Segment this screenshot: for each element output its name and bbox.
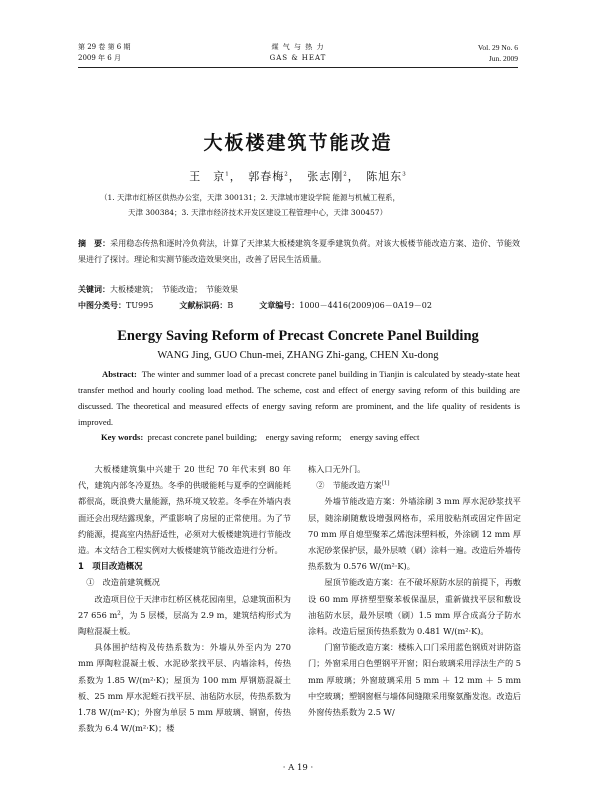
body-paragraph: 栋入口无外门。 (308, 464, 366, 474)
author-affil-mark: 2 (284, 171, 289, 178)
doc-code-value: B (227, 301, 234, 310)
author-name: 郭春梅 (248, 170, 285, 183)
body-text: ，为 5 层楼，层高为 2.9 m，建筑结构形式为陶粒混凝土板。 (78, 609, 292, 637)
author-list: 王 京$^1$， 郭春梅$^2$， 张志刚$^2$， 陈旭东$^3$ (189, 170, 407, 183)
header-vol-no: Vol. 29 No. 6 (477, 43, 518, 52)
body-paragraph: 大板楼建筑集中兴建于 20 世纪 70 年代末到 80 年代，建筑内部冬冷夏热。冬季的供暖能耗与夏季的空调能耗都很高，既浪费大量能源，热环境又较差。冬季在外墙内表面还会出现结露现象，严重影响了房屋的正常使用。为了节约能源，提高室内热舒适性，必须对大板楼建筑进行节能改造。本文结合工程实例对大板楼建筑节能改造进行分析。 (78, 464, 291, 556)
author-affil-mark: 2 (343, 171, 348, 178)
subsection-heading (308, 477, 521, 493)
citation-mark: [1] (381, 480, 390, 487)
doc-code-label: 文献标识码： (179, 301, 228, 310)
keywords-cn (78, 283, 520, 297)
keywords-en-label: Key words: (101, 432, 144, 442)
author-affil-mark: 1 (225, 171, 230, 178)
author-name: 张志刚 (307, 170, 344, 183)
header-rule (78, 67, 518, 68)
header-date: 2009 年 6 月 (78, 54, 121, 62)
section-heading: 1 项目改造概况 (78, 561, 143, 572)
abstract-cn-label: 摘 要： (78, 239, 111, 248)
subsection-title: ② 节能改造方案 (316, 480, 382, 491)
clc-value: TU995 (126, 301, 154, 310)
body-paragraph: 外墙节能改造方案：外墙涂刷 3 mm 厚水泥砂浆找平层，随涂刷随敷设增强网格布，采用胶粘剂或固定件固定 70 mm 厚自熄型聚苯乙烯泡沫塑料板，外涂刷 12 mm 厚水泥砂浆保护层，最外层喷（刷）涂料一遍。改造后外墙传热系数为 0.576 W/(m²·K)。 (308, 496, 521, 572)
header-volume-issue: 第 29 卷 第 6 期 (78, 43, 131, 51)
affiliation-line: （1. 天津市红桥区供热办公室，天津 300131；2. 天津城市建设学院 能源与机械工程系， (100, 193, 400, 202)
body-text: 改造项目位于天津市红桥区桃花园南里，总建筑面积为 27 656 m (78, 593, 291, 620)
superscript: 2 (117, 610, 121, 617)
keywords-en-text: precast concrete panel building; energy saving reform; energy saving effect (147, 432, 420, 442)
article-no-value: 1000－4416(2009)06－0A19－02 (299, 301, 432, 310)
author-name: 陈旭东 (366, 170, 403, 183)
header-volume-en (478, 42, 518, 64)
abstract-cn (78, 236, 520, 268)
author-affil-mark: 3 (402, 171, 407, 178)
english-title: Energy Saving Reform of Precast Concrete Panel Building (117, 328, 479, 344)
abstract-en-label: Abstract: (102, 369, 137, 379)
classification-line (78, 299, 520, 313)
body-paragraph (78, 591, 291, 640)
keywords-cn-text: 大板楼建筑； 节能改造； 节能效果 (110, 285, 238, 294)
clc-label: 中图分类号： (78, 301, 126, 310)
body-column-left (78, 461, 291, 736)
article-no-label: 文章编号： (259, 301, 300, 310)
english-authors: WANG Jing, GUO Chun-mei, ZHANG Zhi-gang, CHEN Xu-dong (157, 350, 439, 361)
author-name: 王 京 (189, 170, 226, 183)
keywords-en (101, 430, 521, 444)
affiliation-line: 天津 300384；3. 天津市经济技术开发区建设工程管理中心，天津 300457） (128, 208, 388, 217)
header-month: Jun. 2009 (488, 54, 518, 63)
abstract-en-text: The winter and summer load of a precast concrete panel building in Tianjin is calculated by steady-state heat transfer method and hourly cooling load method. The scheme, cost and effect of energy saving reform of this building are discussed. The theoretical and measured effects of energy saving reform are prominent, and the life quality of residents is improved. (78, 369, 520, 427)
body-paragraph: 屋顶节能改造方案：在不破坏原防水层的前提下，再敷设 60 mm 厚挤塑型聚苯板保温层，重新做找平层和敷设油毡防水层，最外层喷（刷）1.5 mm 厚合成高分子防水涂料。改造后屋顶传热系数为 0.481 W/(m²·K)。 (308, 577, 521, 637)
abstract-cn-text: 采用稳态传热和逐时冷负荷法，计算了天津某大板楼建筑冬夏季建筑负荷。对该大板楼节能改造方案、造价、节能效果进行了探讨。理论和实测节能改造效果突出，改善了居民生活质量。 (78, 239, 521, 264)
subsection-heading: ① 改造前建筑概况 (86, 577, 160, 588)
abstract-en (78, 366, 520, 430)
body-paragraph: 门窗节能改造方案：楼栋入口门采用蓝色钢质对讲防盗门；外窗采用白色塑钢平开窗；阳台玻璃采用浮法生产的 5 mm 厚玻璃；外窗玻璃采用 5 mm ＋ 12 mm ＋ 5 mm 中空玻璃；塑钢窗框与墙体间缝隙采用聚氨酯发泡。改造后外窗传热系数为 2.5 W/ (308, 642, 521, 718)
header-journal-en: GAS & HEAT (269, 54, 327, 62)
header-journal-cn: 煤 气 与 热 力 (271, 43, 325, 51)
body-paragraph: 具体围护结构及传热系数为：外墙从外至内为 270 mm 厚陶粒混凝土板、水泥砂浆找平层、内墙涂料，传热系数为 1.85 W/(m²·K)；屋顶为 100 mm 厚钢筋混凝土板、25 mm 厚水泥蛭石找平层、油毡防水层，传热系数为 1.78 W/(m²·K)；外窗为单层 5 mm 厚玻璃、钢窗，传热系数为 6.4 W/(m²·K)；楼 (78, 642, 291, 734)
body-column-right (308, 461, 521, 720)
keywords-cn-label: 关键词： (78, 285, 110, 294)
page-number: · A 19 · (282, 763, 314, 773)
paper-title: 大板楼建筑节能改造 (203, 132, 393, 154)
